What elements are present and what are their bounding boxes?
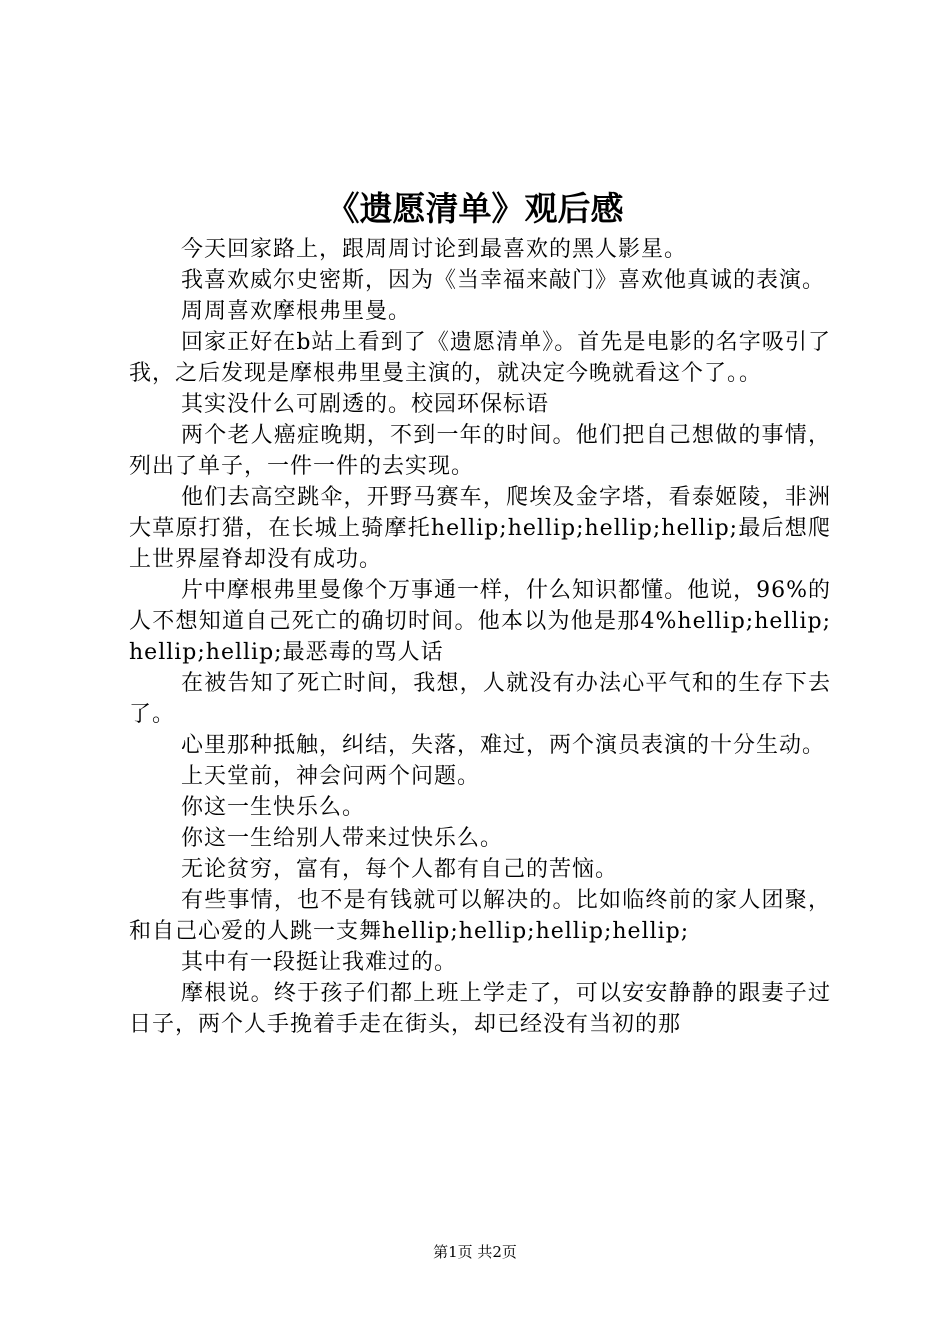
paragraph: 心里那种抵触，纠结，失落，难过，两个演员表演的十分生动。	[181, 733, 826, 758]
paragraph: 无论贫穷，富有，每个人都有自己的苦恼。	[181, 857, 619, 882]
page-indicator: 第1页 共2页	[433, 1243, 517, 1261]
paragraph: 我喜欢威尔史密斯，因为《当幸福来敲门》喜欢他真诚的表演。	[181, 268, 826, 293]
paragraph: 其实没什么可剧透的。校园环保标语	[181, 392, 550, 417]
paragraph: 在被告知了死亡时间，我想，人就没有办法心平气和的生存下去了。	[129, 671, 831, 727]
paragraph: 你这一生给别人带来过快乐么。	[181, 826, 504, 851]
paragraph: 你这一生快乐么。	[181, 795, 366, 820]
paragraph: 其中有一段挺让我难过的。	[181, 950, 458, 975]
paragraph: 回家正好在b站上看到了《遗愿清单》。首先是电影的名字吸引了我，之后发现是摩根弗里曼主演的，就决定今晚就看这个了。。	[129, 330, 831, 386]
paragraph: 有些事情，也不是有钱就可以解决的。比如临终前的家人团聚，和自己心爱的人跳一支舞hellip;hellip;hellip;hellip;	[129, 888, 831, 944]
paragraph: 摩根说。终于孩子们都上班上学走了，可以安安静静的跟妻子过日子，两个人手挽着手走在街头，却已经没有当初的那	[129, 981, 831, 1037]
paragraph: 今天回家路上，跟周周讨论到最喜欢的黑人影星。	[181, 237, 688, 262]
paragraph: 片中摩根弗里曼像个万事通一样，什么知识都懂。他说，96%的人不想知道自己死亡的确切时间。他本以为他是那4%hellip;hellip;hellip;hellip;最恶毒的骂人话	[129, 578, 831, 665]
paragraph: 他们去高空跳伞，开野马赛车，爬埃及金字塔，看泰姬陵，非洲大草原打猎，在长城上骑摩托hellip;hellip;hellip;hellip;最后想爬上世界屋脊却没有成功。	[129, 485, 831, 572]
document-title: 《遗愿清单》观后感	[326, 189, 624, 228]
page-footer	[0, 1240, 950, 1264]
paragraph: 周周喜欢摩根弗里曼。	[181, 299, 412, 324]
paragraph: 两个老人癌症晚期，不到一年的时间。他们把自己想做的事情，列出了单子，一件一件的去实现。	[129, 423, 831, 479]
paragraph: 上天堂前，神会问两个问题。	[181, 764, 481, 789]
document-body	[129, 234, 831, 1040]
